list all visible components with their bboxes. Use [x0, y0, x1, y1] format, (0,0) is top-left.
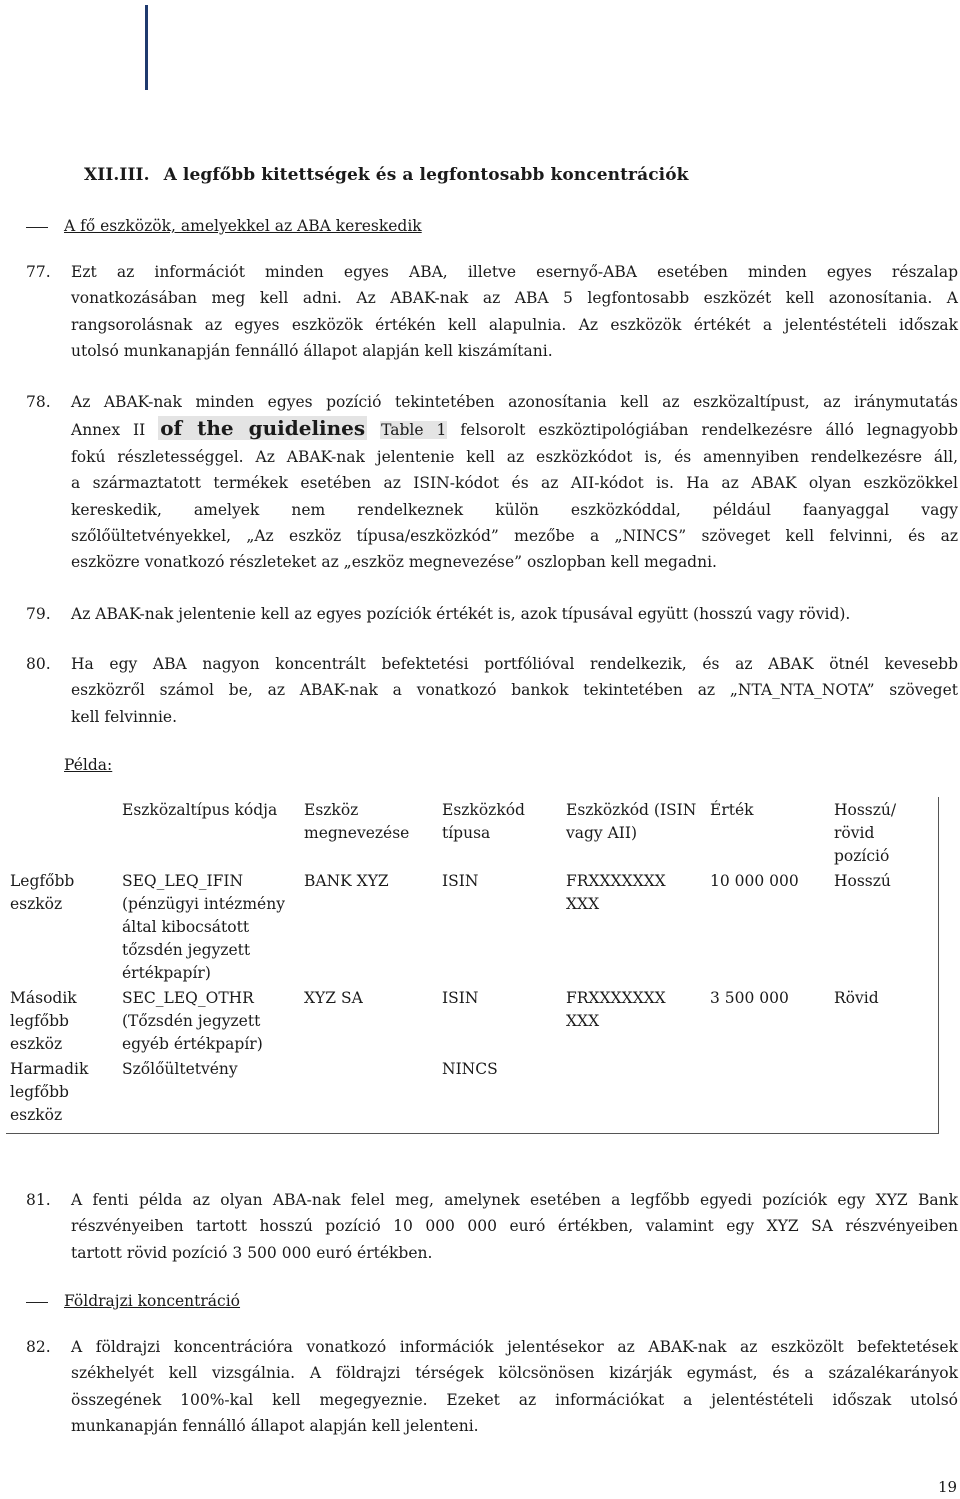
- page-number: 19: [938, 1478, 958, 1496]
- section-number: XII.III.: [84, 165, 150, 185]
- guidelines-ref: of the guidelines: [160, 416, 366, 441]
- table-header-cell: Érték: [710, 801, 754, 819]
- table-header-cell: Eszköz megnevezése: [304, 801, 410, 842]
- text-line: munkanapján fennálló állapot alapján kell jelenteni.: [71, 1417, 479, 1436]
- table-cell: ISIN: [442, 872, 479, 890]
- example-label: Példa:: [64, 756, 113, 774]
- text-line: tartott rövid pozíció 3 500 000 euró értékben.: [71, 1243, 433, 1262]
- paragraph-number: 82.: [26, 1338, 51, 1356]
- text-line: kereskedik, amelyek nem rendelkeznek külön eszközkóddal, például faanyaggal vagy: [71, 500, 958, 519]
- table-row: [6, 868, 939, 985]
- text-line: eszközre vonatkozó részleteket az „eszköz megnevezése” oszlopban kell megadni.: [71, 553, 717, 572]
- text-line: utolsó munkanapján fennálló állapot alapján kell kiszámítani.: [71, 342, 553, 361]
- text-line: székhelyét kell vizsgálnia. A földrajzi térségek kölcsönösen kizárják egymást, és a százalékarányok: [71, 1364, 958, 1383]
- table-cell: SEQ_LEQ_IFIN (pénzügyi intézmény által kibocsátott tőzsdén jegyzett értékpapír): [122, 872, 285, 982]
- paragraph-82: [26, 1334, 958, 1440]
- header-rule: [145, 5, 148, 90]
- table-cell: [296, 1056, 438, 1134]
- table-header-cell: [6, 797, 118, 868]
- text-line: kell felvinnie.: [71, 707, 178, 726]
- text-line: szőlőültetvényekkel, „Az eszköz típusa/eszközkód” mezőbe a „NINCS” szöveget kell felvinni, és az: [71, 527, 958, 546]
- paragraph-77: [26, 259, 958, 365]
- paragraph-number: 79.: [26, 605, 51, 623]
- text-line: rangsorolásnak az egyes eszközök értékén kell alapulnia. Az eszközök értékét a jelentéstételi időszak: [71, 315, 958, 334]
- table-cell: Szőlőültetvény: [122, 1060, 238, 1078]
- paragraph-number: 81.: [26, 1191, 51, 1209]
- table-cell: [706, 1056, 830, 1134]
- text-line: Ha egy ABA nagyon koncentrált befektetési portfólióval rendelkezik, és az ABAK ötnél kevesebb: [71, 655, 958, 673]
- subheading-main-instruments: [26, 217, 422, 235]
- table-cell: Legfőbb eszköz: [10, 872, 75, 913]
- table-cell: [830, 1056, 939, 1134]
- text-line-annex: [71, 415, 958, 443]
- text-fragment: felsorolt eszköztipológiában rendelkezésre álló legnagyobb: [460, 421, 959, 440]
- paragraph-number: 78.: [26, 393, 51, 411]
- table-cell: [562, 1056, 706, 1134]
- paragraph-81: [26, 1187, 958, 1266]
- table-cell: BANK XYZ: [304, 872, 389, 890]
- text-line: vonatkozásában meg kell adni. Az ABAK-nak az ABA 5 legfontosabb eszközét kell azonosítania. A: [71, 289, 958, 308]
- table-cell: FRXXXXXXX XXX: [566, 989, 666, 1030]
- table-row: [6, 1056, 939, 1134]
- table-cell: XYZ SA: [304, 989, 363, 1007]
- table-header-cell: Eszközkód (ISIN vagy AII): [566, 801, 697, 842]
- table-cell: ISIN: [442, 989, 479, 1007]
- table-cell: Hosszú: [834, 872, 891, 890]
- text-line: a származtatott termékek esetében az ISIN-kódot és az AII-kódot is. Ha az ABAK olyan eszközökkel: [71, 474, 958, 493]
- table-header-cell: Hosszú/ rövid pozíció: [834, 801, 897, 865]
- annex-ref: Annex II: [71, 421, 146, 440]
- subheading-geographic: [26, 1292, 240, 1310]
- example-table: [6, 797, 939, 1134]
- text-line: Ezt az információt minden egyes ABA, illetve esernyő-ABA esetében minden egyes részalap: [71, 263, 958, 281]
- subheading-text: A fő eszközök, amelyekkel az ABA kereskedik: [64, 217, 422, 235]
- dash-marker: [26, 1302, 48, 1303]
- table-header-cell: Eszközkód típusa: [442, 801, 525, 842]
- paragraph-number: 80.: [26, 655, 51, 673]
- text-line: fokú részletességgel. Az ABAK-nak jelentenie kell az eszközkódot is, és amennyiben rendelkezésre áll,: [71, 447, 958, 466]
- text-line: részvényeiben tartott hosszú pozíció 10 000 000 euró értékben, valamint egy XYZ SA részvényeiben: [71, 1217, 958, 1236]
- text-line: Az ABAK-nak jelentenie kell az egyes pozíciók értékét is, azok típusával együtt (hosszú vagy rövid).: [71, 605, 851, 623]
- table-cell: NINCS: [442, 1060, 498, 1078]
- paragraph-78: [26, 389, 958, 576]
- table-cell: FRXXXXXXX XXX: [566, 872, 666, 913]
- table-cell: SEC_LEQ_OTHR (Tőzsdén jegyzett egyéb értékpapír): [122, 989, 263, 1053]
- table-row: [6, 985, 939, 1056]
- section-heading: [84, 165, 689, 185]
- subheading-text: Földrajzi koncentráció: [64, 1292, 241, 1310]
- text-line: A fenti példa az olyan ABA-nak felel meg, amelynek esetében a legfőbb egyedi pozíciók egy XYZ Bank: [71, 1191, 958, 1209]
- table-cell: Rövid: [834, 989, 879, 1007]
- text-line: Az ABAK-nak minden egyes pozíció tekintetében azonosítania kell az eszközaltípust, az iránymutatás: [71, 393, 958, 411]
- dash-marker: [26, 227, 48, 228]
- paragraph-80: [26, 651, 958, 730]
- table-cell: 10 000 000: [710, 872, 799, 890]
- text-line: eszközről számol be, az ABAK-nak a vonatkozó bankok tekintetében az „NTA_NTA_NOTA” szöveget: [71, 681, 958, 700]
- paragraph-79: [26, 601, 958, 627]
- table-cell: 3 500 000: [710, 989, 789, 1007]
- section-title: A legfőbb kitettségek és a legfontosabb koncentrációk: [163, 165, 689, 185]
- text-line: összegének 100%-kal kell megegyeznie. Ezeket az információkat a jelentéstételi időszak utolsó: [71, 1390, 958, 1409]
- table-header-row: [6, 797, 939, 868]
- table-header-cell: Eszközaltípus kódja: [122, 801, 278, 819]
- table-ref: Table 1: [381, 421, 447, 440]
- table-cell: Második legfőbb eszköz: [10, 989, 77, 1053]
- text-line: A földrajzi koncentrációra vonatkozó információk jelentésekor az ABAK-nak az eszközölt befektetések: [71, 1338, 958, 1356]
- table-cell: Harmadik legfőbb eszköz: [10, 1060, 89, 1124]
- paragraph-number: 77.: [26, 263, 51, 281]
